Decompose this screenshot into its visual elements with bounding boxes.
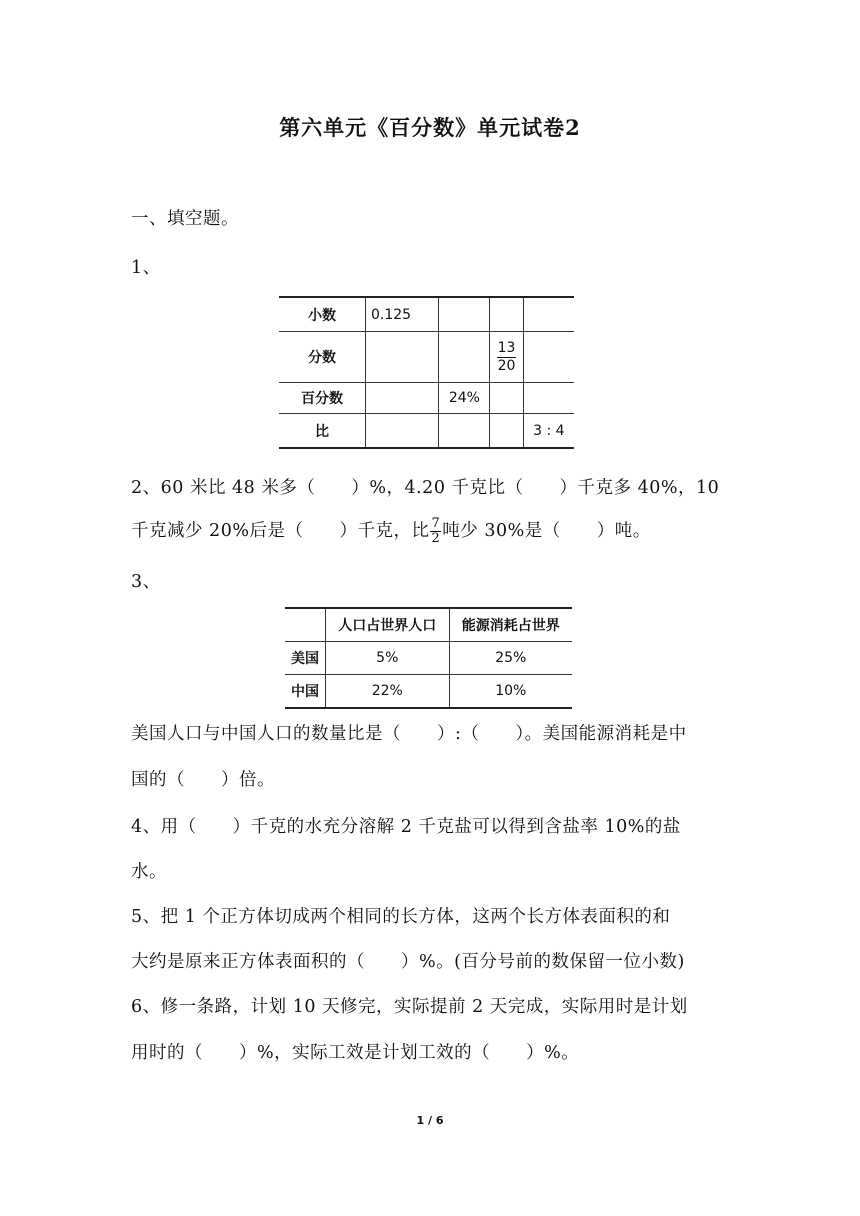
table-cell: 5% <box>326 642 450 675</box>
table-row <box>279 297 574 332</box>
question-2-line-2 <box>131 517 731 546</box>
table-row <box>279 383 574 414</box>
page-title: 第六单元《百分数》单元试卷2 <box>279 115 581 140</box>
table-row <box>279 414 574 449</box>
table-cell: 0.125 <box>366 297 439 332</box>
row-header: 美国 <box>285 642 326 675</box>
conversion-table <box>279 296 574 449</box>
page-number: 1 / 6 <box>416 1114 444 1127</box>
table-cell: 10% <box>449 675 572 709</box>
question-2-text-a: 千克减少 20%后是（ ）千克，比 <box>131 521 430 541</box>
table-cell <box>523 383 574 414</box>
question-6-line-2: 用时的（ ）%，实际工效是计划工效的（ ）%。 <box>131 1043 580 1063</box>
column-header <box>285 608 326 642</box>
question-3-line-2: 国的（ ）倍。 <box>131 770 275 790</box>
table-row <box>285 642 572 675</box>
table-header-row <box>285 608 572 642</box>
table-cell <box>523 297 574 332</box>
table-cell <box>439 332 490 383</box>
question-6-line-1: 6、修一条路，计划 10 天修完，实际提前 2 天完成，实际用时是计划 <box>131 997 688 1017</box>
table-cell <box>439 414 490 449</box>
row-header: 小数 <box>279 297 366 332</box>
question-3-line-1: 美国人口与中国人口的数量比是（ ）:（ ）。美国能源消耗是中 <box>131 724 687 744</box>
table-row <box>285 675 572 709</box>
table-cell <box>523 332 574 383</box>
question-5-line-1: 5、把 1 个正方体切成两个相同的长方体，这两个长方体表面积的和 <box>131 907 671 927</box>
column-header: 人口占世界人口 <box>326 608 450 642</box>
row-header: 分数 <box>279 332 366 383</box>
fraction-denominator: 20 <box>497 357 516 374</box>
fraction <box>430 517 441 546</box>
question-4-line-2: 水。 <box>131 862 167 882</box>
question-2-text-b: 吨少 30%是（ ）吨。 <box>442 521 651 541</box>
fraction-numerator: 13 <box>497 339 516 356</box>
table-cell: 24% <box>439 383 490 414</box>
column-header: 能源消耗占世界 <box>449 608 572 642</box>
table-cell <box>490 383 523 414</box>
question-3-label: 3、 <box>131 572 161 592</box>
question-2-line-1: 2、60 米比 48 米多（ ）%，4.20 千克比（ ）千克多 40%，10 <box>131 478 720 498</box>
fraction <box>497 340 517 375</box>
table-cell <box>439 297 490 332</box>
table-cell <box>366 383 439 414</box>
population-energy-table <box>285 607 572 709</box>
question-5-line-2: 大约是原来正方体表面积的（ ）%。(百分号前的数保留一位小数) <box>131 952 685 972</box>
table-row <box>279 332 574 383</box>
table-cell <box>366 414 439 449</box>
row-header: 百分数 <box>279 383 366 414</box>
table-cell: 25% <box>449 642 572 675</box>
row-header: 中国 <box>285 675 326 709</box>
table-cell <box>490 332 523 383</box>
row-header: 比 <box>279 414 366 449</box>
table-cell: 3 : 4 <box>523 414 574 449</box>
fraction-numerator: 7 <box>431 516 441 531</box>
table-cell <box>366 332 439 383</box>
section-heading: 一、填空题。 <box>131 209 239 229</box>
question-4-line-1: 4、用（ ）千克的水充分溶解 2 千克盐可以得到含盐率 10%的盐 <box>131 817 681 837</box>
fraction-denominator: 2 <box>431 531 441 546</box>
table-cell <box>490 297 523 332</box>
table-cell: 22% <box>326 675 450 709</box>
table-cell <box>490 414 523 449</box>
question-1-label: 1、 <box>131 258 161 278</box>
